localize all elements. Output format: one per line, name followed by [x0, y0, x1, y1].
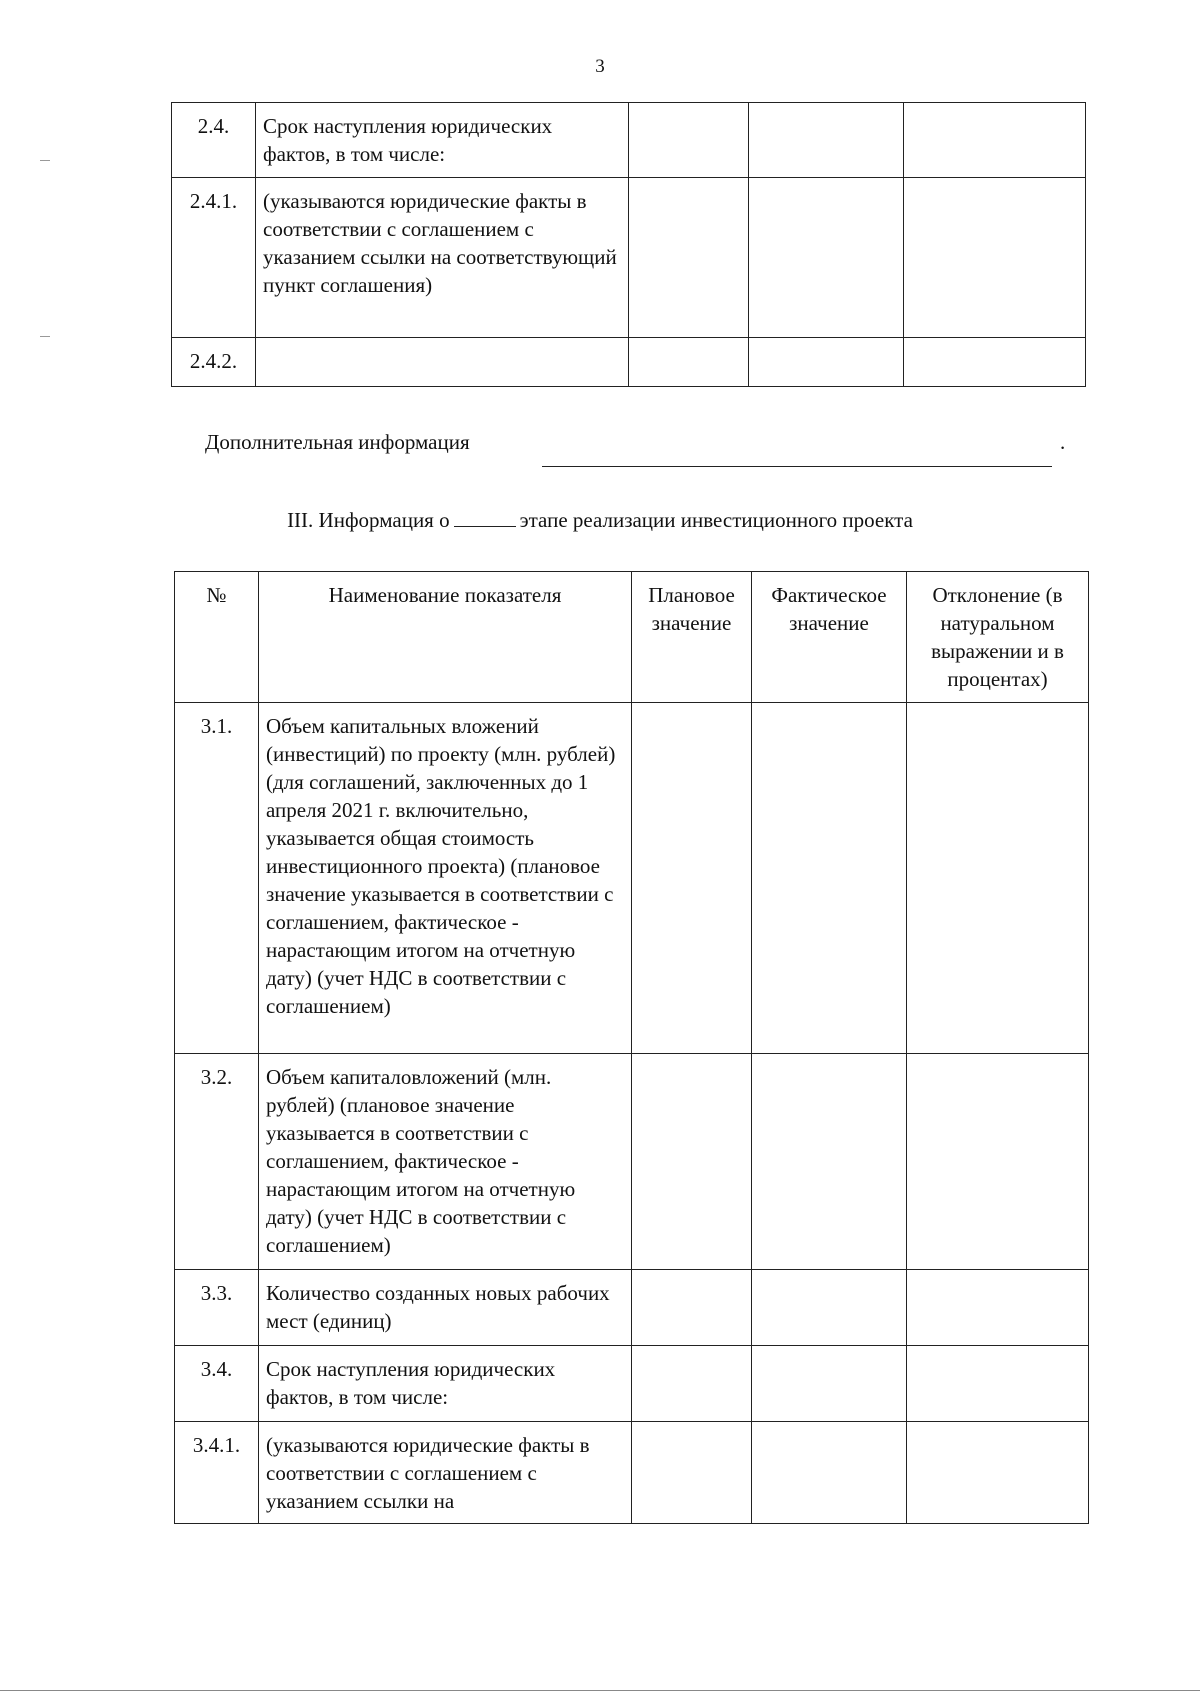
planned-cell [632, 1054, 752, 1270]
table-row [175, 1270, 1089, 1346]
header-num: № [175, 572, 259, 703]
actual-cell [749, 338, 904, 387]
row-number: 2.4.2. [172, 338, 256, 387]
margin-mark [40, 336, 50, 337]
table-row [172, 178, 1086, 338]
deviation-cell [904, 178, 1086, 338]
row-name: Срок наступления юридических фактов, в том числе: [259, 1346, 632, 1422]
actual-cell [752, 1422, 907, 1524]
planned-cell [632, 1346, 752, 1422]
section-title-before: III. Информация о [287, 508, 450, 532]
deviation-cell [907, 1422, 1089, 1524]
planned-cell [632, 1422, 752, 1524]
actual-cell [752, 703, 907, 1054]
header-deviation: Отклонение (в натуральном выражении и в процентах) [907, 572, 1089, 703]
planned-cell [629, 103, 749, 178]
row-number: 3.2. [175, 1054, 259, 1270]
table-row [175, 1054, 1089, 1270]
table-row [172, 103, 1086, 178]
actual-cell [749, 178, 904, 338]
row-number: 2.4.1. [172, 178, 256, 338]
planned-cell [632, 1270, 752, 1346]
row-name: (указываются юридические факты в соответствии с соглашением с указанием ссылки на соответствующий пункт соглашения) [256, 178, 629, 338]
table-row [175, 703, 1089, 1054]
deviation-cell [904, 103, 1086, 178]
planned-cell [629, 338, 749, 387]
table-section-2 [171, 102, 1086, 387]
table-header-row [175, 572, 1089, 703]
section-title-after: этапе реализации инвестиционного проекта [519, 508, 913, 532]
page-number: 3 [595, 56, 605, 77]
row-name [256, 338, 629, 387]
row-number: 3.3. [175, 1270, 259, 1346]
row-name: (указываются юридические факты в соответствии с соглашением с указанием ссылки на [259, 1422, 632, 1524]
margin-mark [40, 160, 50, 161]
section-title [0, 506, 1200, 533]
header-actual: Фактическое значение [752, 572, 907, 703]
row-name: Объем капиталовложений (млн. рублей) (плановое значение указывается в соответствии с соглашением, фактическое - нарастающим итогом на отчетную дату) (учет НДС в соответствии с соглашением) [259, 1054, 632, 1270]
table-row [175, 1346, 1089, 1422]
scan-edge [0, 1690, 1200, 1691]
row-name: Объем капитальных вложений (инвестиций) по проекту (млн. рублей) (для соглашений, заключенных до 1 апреля 2021 г. включительно, указывается общая стоимость инвестиционного проекта) (плановое значение указывается в соответствии с соглашением, фактическое - нарастающим итогом на отчетную дату) (учет НДС в соответствии с соглашением) [259, 703, 632, 1054]
additional-info-label: Дополнительная информация [205, 430, 470, 454]
actual-cell [752, 1346, 907, 1422]
row-number: 2.4. [172, 103, 256, 178]
additional-info-end: . [1060, 430, 1066, 454]
actual-cell [752, 1054, 907, 1270]
planned-cell [629, 178, 749, 338]
row-number: 3.1. [175, 703, 259, 1054]
stage-blank [454, 506, 516, 527]
deviation-cell [907, 1346, 1089, 1422]
planned-cell [632, 703, 752, 1054]
deviation-cell [907, 1054, 1089, 1270]
deviation-cell [907, 1270, 1089, 1346]
actual-cell [752, 1270, 907, 1346]
deviation-cell [904, 338, 1086, 387]
actual-cell [749, 103, 904, 178]
row-name: Количество созданных новых рабочих мест (единиц) [259, 1270, 632, 1346]
header-name: Наименование показателя [259, 572, 632, 703]
row-number: 3.4.1. [175, 1422, 259, 1524]
header-planned: Плановое значение [632, 572, 752, 703]
deviation-cell [907, 703, 1089, 1054]
additional-info-field [542, 466, 1052, 467]
row-name: Срок наступления юридических фактов, в том числе: [256, 103, 629, 178]
row-number: 3.4. [175, 1346, 259, 1422]
table-section-3 [174, 571, 1089, 1524]
table-row [172, 338, 1086, 387]
table-row [175, 1422, 1089, 1524]
